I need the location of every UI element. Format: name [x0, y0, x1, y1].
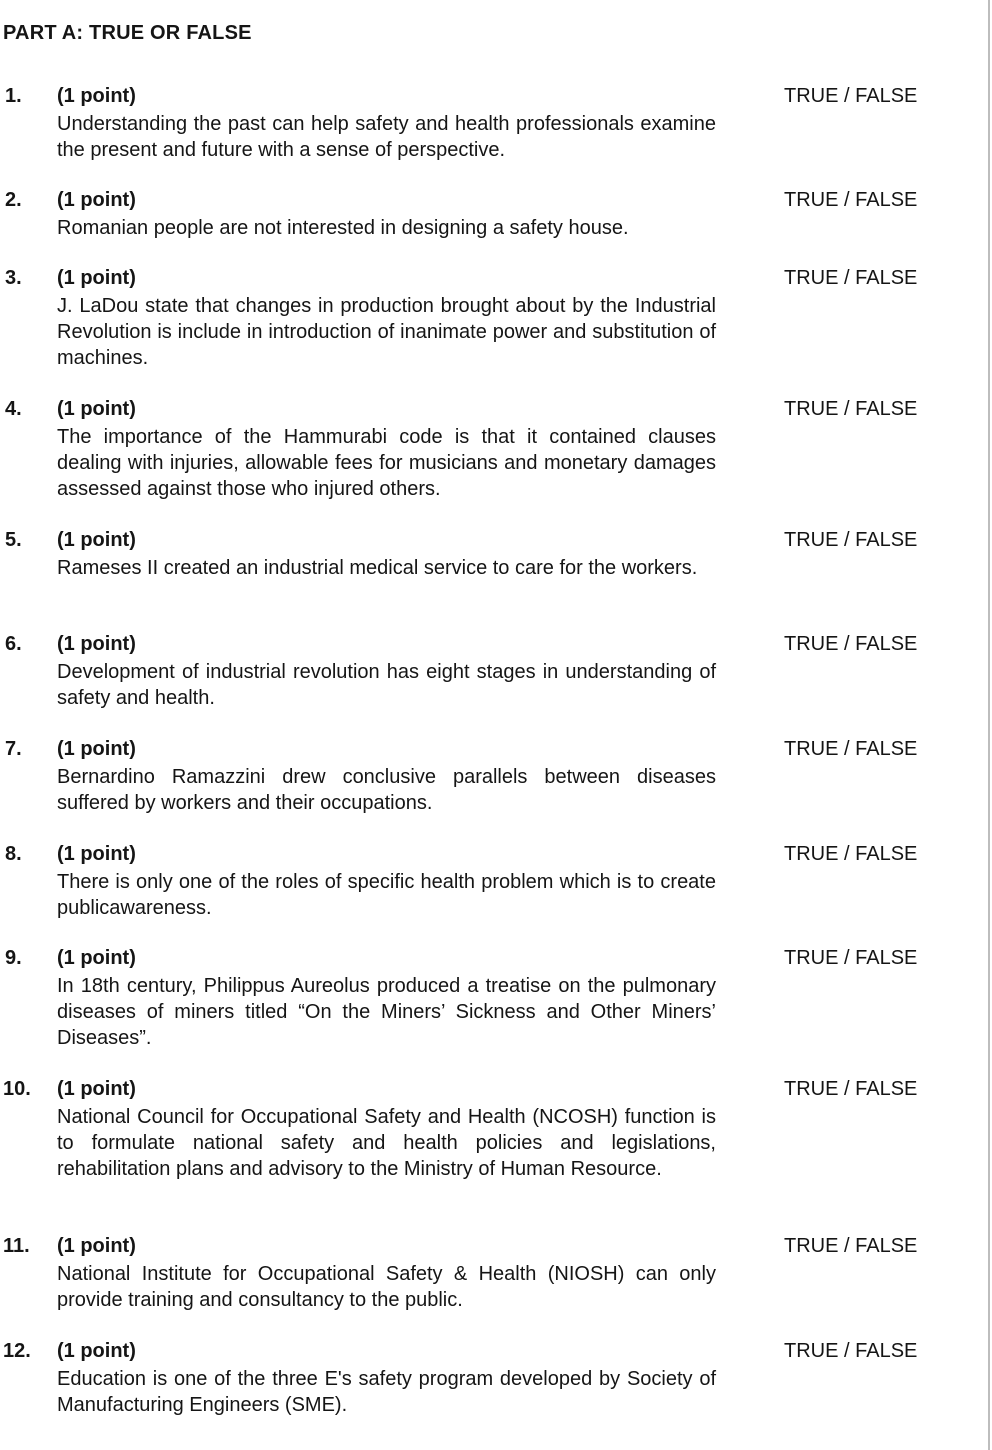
true-false-options: TRUE / FALSE — [784, 267, 918, 289]
question-item — [0, 843, 960, 921]
question-points: (1 point) — [57, 1235, 136, 1257]
true-false-options: TRUE / FALSE — [784, 189, 918, 211]
question-text: J. LaDou state that changes in production brought about by the Industrial Revolution is include in introduction of inanimate power and substitution of machines. — [57, 295, 716, 369]
question-header — [0, 189, 960, 215]
question-item — [0, 1340, 960, 1418]
question-header — [0, 529, 960, 555]
question-text: Education is one of the three E's safety program developed by Society of Manufacturing Engineers (SME). — [57, 1368, 716, 1416]
question-item — [0, 189, 960, 241]
true-false-options: TRUE / FALSE — [784, 738, 918, 760]
question-item — [0, 267, 960, 371]
question-text: In 18th century, Philippus Aureolus produced a treatise on the pulmonary diseases of miners titled “On the Miners’ Sickness and Other Miners’ Diseases”. — [57, 975, 716, 1049]
true-false-options: TRUE / FALSE — [784, 633, 918, 655]
true-false-options: TRUE / FALSE — [784, 398, 918, 420]
question-header — [0, 267, 960, 293]
question-number: 12. — [3, 1340, 31, 1362]
question-header — [0, 398, 960, 424]
question-points: (1 point) — [57, 85, 136, 107]
question-item — [0, 529, 960, 581]
true-false-options: TRUE / FALSE — [784, 85, 918, 107]
question-text: Rameses II created an industrial medical service to care for the workers. — [57, 557, 698, 579]
question-header — [0, 85, 960, 111]
question-number: 4. — [5, 398, 22, 420]
true-false-options: TRUE / FALSE — [784, 947, 918, 969]
question-text: Development of industrial revolution has eight stages in understanding of safety and health. — [57, 661, 716, 709]
true-false-options: TRUE / FALSE — [784, 1235, 918, 1257]
question-item — [0, 85, 960, 163]
question-header — [0, 1078, 960, 1104]
question-item — [0, 947, 960, 1051]
question-number: 3. — [5, 267, 22, 289]
true-false-options: TRUE / FALSE — [784, 529, 918, 551]
question-points: (1 point) — [57, 529, 136, 551]
question-header — [0, 738, 960, 764]
question-number: 8. — [5, 843, 22, 865]
question-text: There is only one of the roles of specific health problem which is to create publicawareness. — [57, 871, 716, 919]
question-number: 5. — [5, 529, 22, 551]
question-text: Romanian people are not interested in designing a safety house. — [57, 217, 629, 239]
question-number: 9. — [5, 947, 22, 969]
question-header — [0, 843, 960, 869]
question-item — [0, 738, 960, 816]
question-number: 1. — [5, 85, 22, 107]
question-item — [0, 633, 960, 711]
section-title: PART A: TRUE OR FALSE — [3, 22, 252, 44]
question-points: (1 point) — [57, 189, 136, 211]
question-text: The importance of the Hammurabi code is that it contained clauses dealing with injuries, allowable fees for musicians and monetary damages assessed against those who injured others. — [57, 426, 716, 500]
question-header — [0, 947, 960, 973]
question-points: (1 point) — [57, 1078, 136, 1100]
true-false-options: TRUE / FALSE — [784, 1078, 918, 1100]
page-edge-divider — [988, 0, 990, 1450]
question-text: Understanding the past can help safety and health professionals examine the present and future with a sense of perspective. — [57, 113, 716, 161]
question-number: 7. — [5, 738, 22, 760]
question-points: (1 point) — [57, 398, 136, 420]
question-points: (1 point) — [57, 738, 136, 760]
question-number: 11. — [3, 1235, 30, 1257]
true-false-options: TRUE / FALSE — [784, 843, 918, 865]
question-item — [0, 398, 960, 502]
question-text: National Institute for Occupational Safety & Health (NIOSH) can only provide training and consultancy to the public. — [57, 1263, 716, 1311]
question-header — [0, 633, 960, 659]
question-points: (1 point) — [57, 947, 136, 969]
question-points: (1 point) — [57, 267, 136, 289]
question-header — [0, 1340, 960, 1366]
question-number: 6. — [5, 633, 22, 655]
question-points: (1 point) — [57, 843, 136, 865]
question-header — [0, 1235, 960, 1261]
question-item — [0, 1235, 960, 1313]
question-text: National Council for Occupational Safety and Health (NCOSH) function is to formulate national safety and health policies and legislations, rehabilitation plans and advisory to the Ministry of Human Resource. — [57, 1106, 716, 1180]
question-text: Bernardino Ramazzini drew conclusive parallels between diseases suffered by workers and their occupations. — [57, 766, 716, 814]
question-points: (1 point) — [57, 633, 136, 655]
question-number: 2. — [5, 189, 22, 211]
question-number: 10. — [3, 1078, 31, 1100]
question-item — [0, 1078, 960, 1182]
question-points: (1 point) — [57, 1340, 136, 1362]
true-false-options: TRUE / FALSE — [784, 1340, 918, 1362]
